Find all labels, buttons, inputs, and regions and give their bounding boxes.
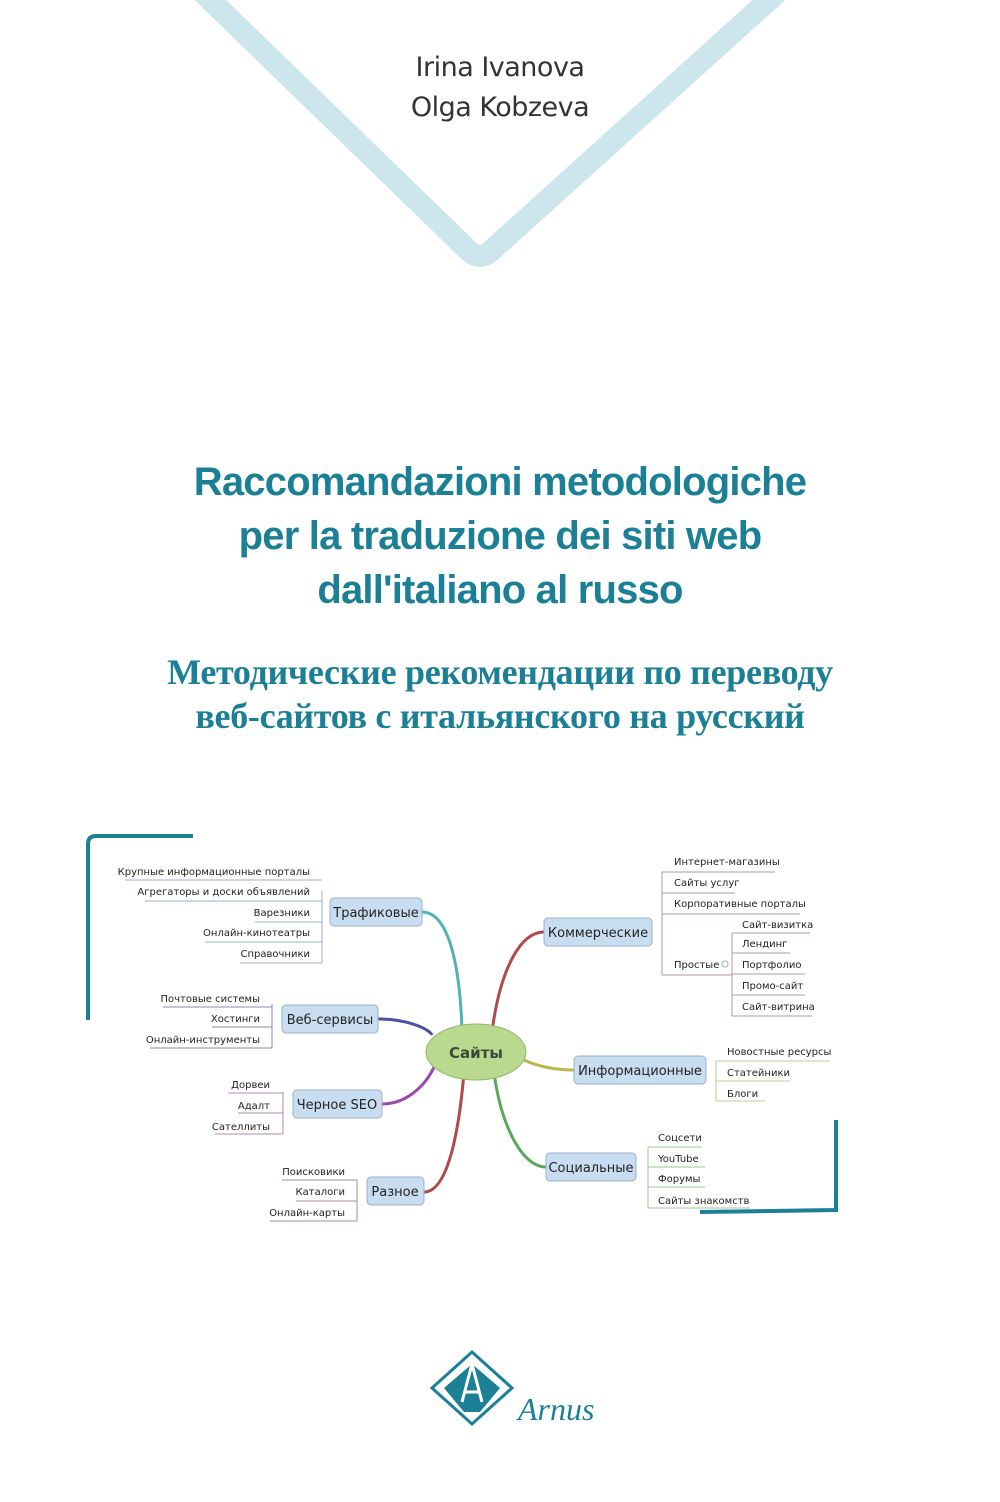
title-it-line-2: per la traduzione dei siti web: [238, 514, 762, 558]
svg-text:Онлайн-карты: Онлайн-карты: [269, 1208, 345, 1219]
svg-text:Сайт-визитка: Сайт-визитка: [742, 920, 814, 931]
svg-text:Сайты услуг: Сайты услуг: [674, 878, 740, 889]
svg-text:Статейники: Статейники: [727, 1068, 790, 1079]
svg-text:Варезники: Варезники: [253, 908, 310, 919]
publisher-name: Arnus: [518, 1391, 595, 1427]
svg-text:Онлайн-кинотеатры: Онлайн-кинотеатры: [203, 928, 310, 939]
svg-text:Сайт-витрина: Сайт-витрина: [742, 1002, 815, 1013]
svg-text:Поисковики: Поисковики: [282, 1167, 345, 1178]
branch-veb-servisy: [146, 994, 378, 1048]
title-italian: [0, 455, 1000, 617]
title-ru-line-1: Методические рекомендации по переводу: [167, 652, 833, 692]
svg-text:Портфолио: Портфолио: [742, 960, 802, 971]
branch-sotsialnye: [546, 1133, 750, 1208]
mindmap: [0, 820, 1000, 1240]
svg-text:Форумы: Форумы: [658, 1174, 701, 1185]
svg-text:Трафиковые: Трафиковые: [333, 906, 419, 921]
branch-trafikovye: [118, 867, 422, 963]
svg-text:Информационные: Информационные: [578, 1064, 702, 1079]
title-it-line-1: Raccomandazioni metodologiche: [193, 460, 807, 504]
frame-corner-top-left: [88, 836, 193, 1020]
svg-text:Хостинги: Хостинги: [210, 1014, 260, 1025]
svg-text:Агрегаторы и доски объявлений: Агрегаторы и доски объявлений: [137, 887, 310, 898]
svg-text:Интернет-магазины: Интернет-магазины: [674, 857, 780, 868]
svg-text:Сателлиты: Сателлиты: [211, 1122, 270, 1133]
title-russian: [0, 650, 1000, 738]
svg-text:Социальные: Социальные: [548, 1161, 634, 1176]
svg-text:Промо-сайт: Промо-сайт: [742, 981, 804, 992]
svg-text:Почтовые системы: Почтовые системы: [160, 994, 260, 1005]
svg-text:Разное: Разное: [371, 1185, 419, 1200]
svg-text:Блоги: Блоги: [727, 1089, 759, 1100]
svg-text:Соцсети: Соцсети: [658, 1133, 702, 1144]
title-it-line-3: dall'italiano al russo: [317, 568, 683, 612]
svg-text:Крупные информационные порталы: Крупные информационные порталы: [117, 867, 310, 878]
svg-text:Простые: Простые: [674, 960, 720, 971]
chevron-decoration: [0, 0, 1000, 300]
branch-kommercheskie: [544, 857, 815, 1016]
svg-text:Каталоги: Каталоги: [295, 1187, 345, 1198]
svg-text:Новостные ресурсы: Новостные ресурсы: [727, 1047, 832, 1058]
svg-text:Справочники: Справочники: [240, 949, 310, 960]
svg-text:Черное SEO: Черное SEO: [296, 1098, 378, 1113]
branch-informatsionnye: [574, 1047, 831, 1101]
title-ru-line-2: веб-сайтов с итальянского на русский: [195, 696, 805, 736]
svg-text:Веб-сервисы: Веб-сервисы: [286, 1013, 374, 1028]
author-2: Olga Kobzeva: [410, 92, 590, 123]
svg-text:Лендинг: Лендинг: [742, 939, 788, 950]
svg-text:Дорвеи: Дорвеи: [231, 1080, 270, 1091]
svg-text:Коммерческие: Коммерческие: [547, 926, 649, 941]
branch-chernoe-seo: [212, 1080, 382, 1134]
authors: [0, 48, 1000, 128]
branch-raznoe: [269, 1167, 424, 1221]
svg-text:Корпоративные порталы: Корпоративные порталы: [674, 899, 806, 910]
author-1: Irina Ivanova: [415, 52, 585, 83]
center-label: Сайты: [449, 1044, 503, 1062]
svg-text:Сайты знакомств: Сайты знакомств: [658, 1196, 750, 1207]
svg-text:Онлайн-инструменты: Онлайн-инструменты: [145, 1035, 260, 1046]
svg-text:YouTube: YouTube: [658, 1154, 699, 1165]
svg-text:Адалт: Адалт: [237, 1101, 270, 1112]
publisher-logo: [420, 1350, 620, 1430]
